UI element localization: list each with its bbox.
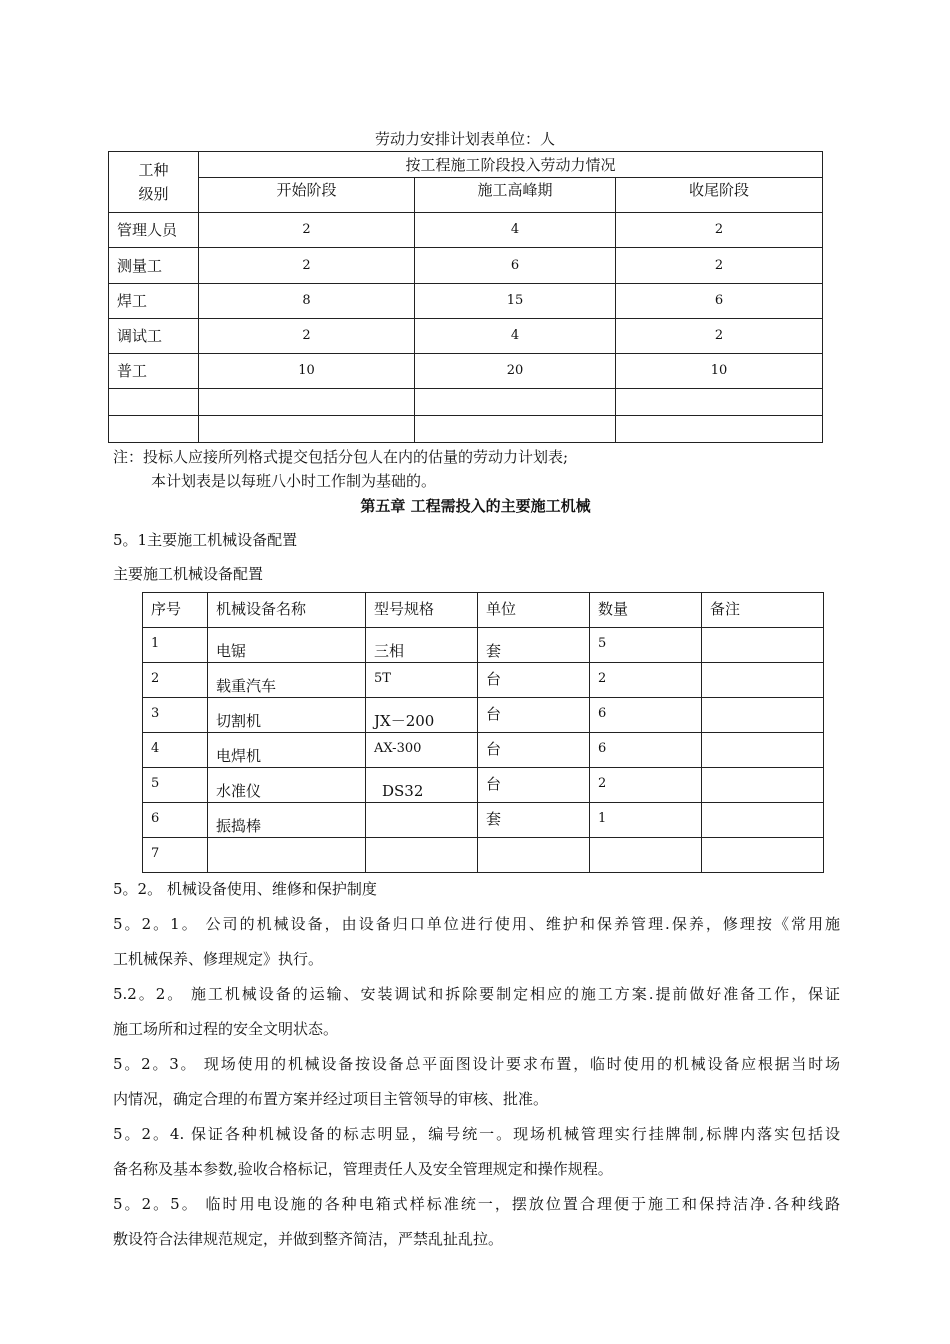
paragraph-line: 5.2。2。 施工机械设备的运输、安装调试和拆除要制定相应的施工方案.提前做好准备工作，保证 bbox=[113, 985, 840, 1003]
cell-value: 2 bbox=[199, 319, 415, 354]
column-header: 型号规格 bbox=[366, 593, 478, 628]
cell bbox=[702, 698, 824, 733]
cell-value: 4 bbox=[415, 213, 616, 248]
section-heading: 5。1主要施工机械设备配置 bbox=[113, 531, 298, 549]
cell-value: 8 bbox=[199, 284, 415, 319]
table-row bbox=[143, 663, 824, 698]
cell-value: 15 bbox=[415, 284, 616, 319]
cell-value: 10 bbox=[616, 354, 823, 389]
cell: 电焊机 bbox=[208, 733, 366, 768]
table-row bbox=[109, 213, 823, 248]
column-header: 单位 bbox=[478, 593, 590, 628]
worker-type: 测量工 bbox=[109, 248, 199, 284]
table-row bbox=[109, 354, 823, 389]
cell: 切割机 bbox=[208, 698, 366, 733]
cell bbox=[590, 838, 702, 873]
cell-value: 6 bbox=[616, 284, 823, 319]
column-header: 备注 bbox=[702, 593, 824, 628]
cell: 套 bbox=[478, 803, 590, 838]
cell bbox=[478, 838, 590, 873]
cell: 6 bbox=[590, 698, 702, 733]
section-heading: 5。2。 机械设备使用、维修和保护制度 bbox=[113, 880, 377, 898]
cell: 台 bbox=[478, 768, 590, 803]
column-header: 开始阶段 bbox=[199, 178, 415, 213]
table-row bbox=[109, 319, 823, 354]
cell: 5 bbox=[143, 768, 208, 803]
cell: 7 bbox=[143, 838, 208, 873]
cell-value: 10 bbox=[199, 354, 415, 389]
cell: 3 bbox=[143, 698, 208, 733]
paragraph-line: 内情况，确定合理的布置方案并经过项目主管领导的审核、批准。 bbox=[113, 1090, 549, 1108]
cell bbox=[702, 768, 824, 803]
cell: 6 bbox=[590, 733, 702, 768]
row-header: 工种 级别 bbox=[109, 152, 199, 213]
labor-table bbox=[108, 151, 823, 443]
cell: 台 bbox=[478, 698, 590, 733]
cell-value: 2 bbox=[199, 213, 415, 248]
cell: DS32 bbox=[366, 768, 478, 803]
cell: 台 bbox=[478, 663, 590, 698]
column-header: 数量 bbox=[590, 593, 702, 628]
table-row bbox=[143, 628, 824, 663]
table-row bbox=[143, 803, 824, 838]
cell: 载重汽车 bbox=[208, 663, 366, 698]
cell: 1 bbox=[590, 803, 702, 838]
cell: 三相 bbox=[366, 628, 478, 663]
paragraph-line: 敷设符合法律规范规定，并做到整齐简洁，严禁乱扯乱拉。 bbox=[113, 1230, 504, 1248]
equipment-caption: 主要施工机械设备配置 bbox=[113, 565, 264, 583]
labor-note-line2: 本计划表是以每班八小时工作制为基础的。 bbox=[151, 472, 437, 490]
column-header: 机械设备名称 bbox=[208, 593, 366, 628]
labor-note-line1: 注：投标人应接所列格式提交包括分包人在内的估量的劳动力计划表; bbox=[113, 448, 569, 466]
cell: 台 bbox=[478, 733, 590, 768]
cell: 2 bbox=[590, 768, 702, 803]
cell-value: 2 bbox=[616, 248, 823, 284]
empty-row bbox=[109, 416, 823, 443]
group-header: 按工程施工阶段投入劳动力情况 bbox=[199, 152, 823, 178]
cell: 电锯 bbox=[208, 628, 366, 663]
paragraph-line: 施工场所和过程的安全文明状态。 bbox=[113, 1020, 339, 1038]
cell: AX-300 bbox=[366, 733, 478, 768]
cell: JX－200 bbox=[366, 698, 478, 733]
table-row bbox=[143, 838, 824, 873]
cell bbox=[702, 733, 824, 768]
cell: 套 bbox=[478, 628, 590, 663]
cell bbox=[702, 663, 824, 698]
cell-value: 2 bbox=[616, 319, 823, 354]
cell: 6 bbox=[143, 803, 208, 838]
paragraph-line: 5。2。1。 公司的机械设备，由设备归口单位进行使用、维护和保养管理.保养，修理按《常用施 bbox=[113, 915, 840, 933]
cell bbox=[702, 803, 824, 838]
column-header: 收尾阶段 bbox=[616, 178, 823, 213]
worker-type: 普工 bbox=[109, 354, 199, 389]
paragraph-line: 工机械保养、修理规定》执行。 bbox=[113, 950, 324, 968]
cell bbox=[702, 838, 824, 873]
worker-type: 调试工 bbox=[109, 319, 199, 354]
paragraph-line: 5。2。3。 现场使用的机械设备按设备总平面图设计要求布置，临时使用的机械设备应根据当时场 bbox=[113, 1055, 840, 1073]
equipment-table bbox=[142, 592, 824, 873]
cell: 2 bbox=[590, 663, 702, 698]
cell-value: 4 bbox=[415, 319, 616, 354]
table-row bbox=[143, 768, 824, 803]
table-row bbox=[109, 284, 823, 319]
cell: 水准仪 bbox=[208, 768, 366, 803]
table-header-row bbox=[143, 593, 824, 628]
cell bbox=[702, 628, 824, 663]
paragraph-line: 备名称及基本参数,验收合格标记，管理责任人及安全管理规定和操作规程。 bbox=[113, 1160, 613, 1178]
table-row bbox=[143, 733, 824, 768]
cell: 5 bbox=[590, 628, 702, 663]
cell-value: 2 bbox=[199, 248, 415, 284]
cell: 2 bbox=[143, 663, 208, 698]
cell: 1 bbox=[143, 628, 208, 663]
worker-type: 焊工 bbox=[109, 284, 199, 319]
labor-table-caption: 劳动力安排计划表单位：人 bbox=[374, 130, 555, 148]
column-header: 序号 bbox=[143, 593, 208, 628]
cell-value: 20 bbox=[415, 354, 616, 389]
cell-value: 6 bbox=[415, 248, 616, 284]
cell bbox=[366, 838, 478, 873]
cell-value: 2 bbox=[616, 213, 823, 248]
table-row bbox=[143, 698, 824, 733]
cell bbox=[208, 838, 366, 873]
column-header: 施工高峰期 bbox=[415, 178, 616, 213]
paragraph-line: 5。2。5。 临时用电设施的各种电箱式样标准统一，摆放位置合理便于施工和保持洁净.各种线路 bbox=[113, 1195, 840, 1213]
table-row bbox=[109, 248, 823, 284]
chapter-title: 第五章 工程需投入的主要施工机械 bbox=[360, 497, 591, 515]
paragraph-line: 5。2。4. 保证各种机械设备的标志明显，编号统一。现场机械管理实行挂牌制,标牌内落实包括设 bbox=[113, 1125, 840, 1143]
cell: 4 bbox=[143, 733, 208, 768]
worker-type: 管理人员 bbox=[109, 213, 199, 248]
cell: 5T bbox=[366, 663, 478, 698]
cell: 振捣棒 bbox=[208, 803, 366, 838]
empty-row bbox=[109, 389, 823, 416]
cell bbox=[366, 803, 478, 838]
